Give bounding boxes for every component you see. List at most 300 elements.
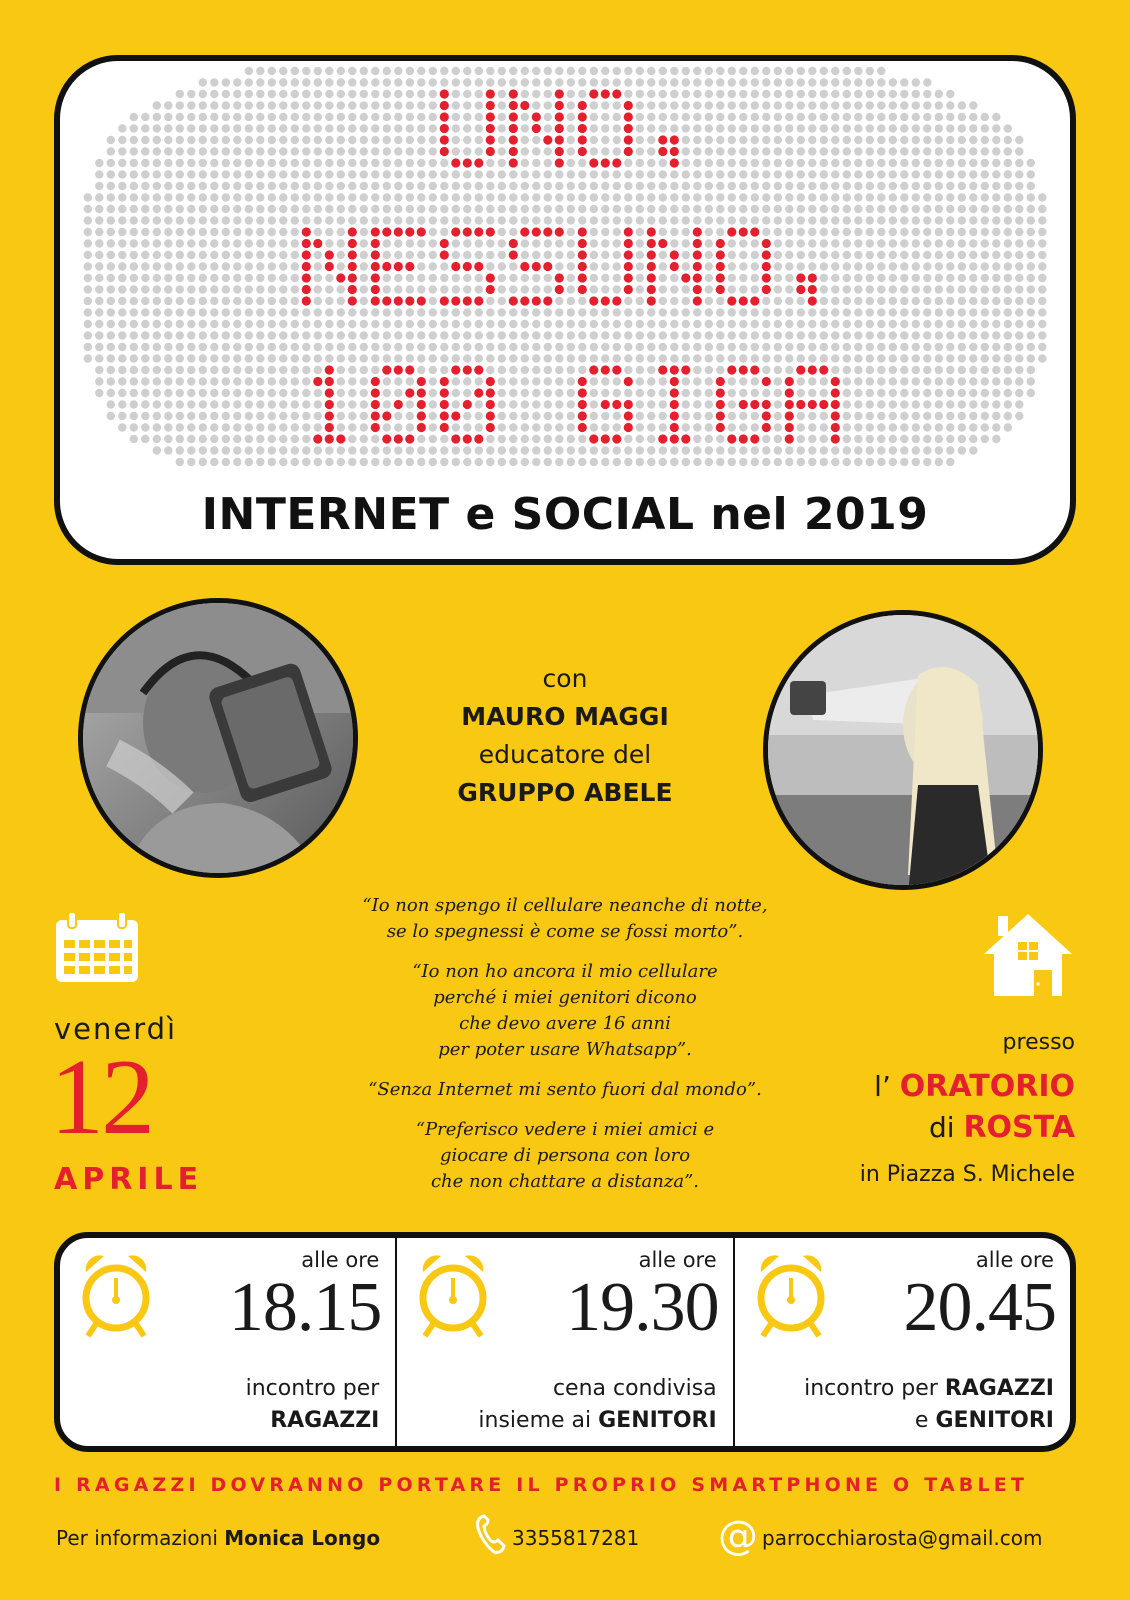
unlit-dot (647, 458, 655, 466)
unlit-dot (394, 182, 402, 190)
unlit-dot (820, 251, 828, 259)
unlit-dot (601, 377, 609, 385)
unlit-dot (406, 320, 414, 328)
footer-phone[interactable]: 3355817281 (512, 1526, 640, 1550)
unlit-dot (555, 205, 563, 213)
unlit-dot (728, 78, 736, 86)
unlit-dot (624, 90, 632, 98)
unlit-dot (544, 239, 552, 247)
lit-dot (808, 400, 817, 409)
unlit-dot (222, 412, 230, 420)
lit-dot (325, 377, 334, 386)
unlit-dot (348, 216, 356, 224)
unlit-dot (1027, 389, 1035, 397)
unlit-dot (84, 228, 92, 236)
unlit-dot (245, 274, 253, 282)
unlit-dot (854, 308, 862, 316)
unlit-dot (291, 412, 299, 420)
unlit-dot (417, 285, 425, 293)
unlit-dot (509, 67, 517, 75)
unlit-dot (498, 320, 506, 328)
unlit-dot (647, 366, 655, 374)
lit-dot (474, 262, 483, 271)
unlit-dot (337, 412, 345, 420)
unlit-dot (693, 159, 701, 167)
unlit-dot (889, 435, 897, 443)
unlit-dot (762, 297, 770, 305)
unlit-dot (348, 354, 356, 362)
unlit-dot (613, 458, 621, 466)
unlit-dot (222, 400, 230, 408)
unlit-dot (716, 101, 724, 109)
unlit-dot (417, 354, 425, 362)
unlit-dot (797, 412, 805, 420)
unlit-dot (268, 67, 276, 75)
unlit-dot (774, 170, 782, 178)
unlit-dot (808, 182, 816, 190)
lit-dot (555, 147, 564, 156)
unlit-dot (912, 366, 920, 374)
unlit-dot (360, 446, 368, 454)
unlit-dot (199, 331, 207, 339)
lit-dot (762, 400, 771, 409)
unlit-dot (268, 170, 276, 178)
unlit-dot (486, 205, 494, 213)
unlit-dot (233, 285, 241, 293)
unlit-dot (268, 90, 276, 98)
unlit-dot (774, 67, 782, 75)
unlit-dot (394, 285, 402, 293)
unlit-dot (716, 320, 724, 328)
unlit-dot (544, 147, 552, 155)
unlit-dot (578, 297, 586, 305)
unlit-dot (371, 78, 379, 86)
unlit-dot (210, 285, 218, 293)
unlit-dot (164, 377, 172, 385)
unlit-dot (95, 170, 103, 178)
unlit-dot (739, 389, 747, 397)
lit-dot (612, 434, 621, 443)
unlit-dot (693, 423, 701, 431)
unlit-dot (739, 458, 747, 466)
unlit-dot (958, 354, 966, 362)
lit-dot (670, 411, 679, 420)
unlit-dot (475, 446, 483, 454)
lit-dot (555, 227, 564, 236)
unlit-dot (900, 458, 908, 466)
unlit-dot (429, 124, 437, 132)
unlit-dot (141, 354, 149, 362)
unlit-dot (532, 366, 540, 374)
unlit-dot (371, 354, 379, 362)
lit-dot (555, 285, 564, 294)
unlit-dot (567, 297, 575, 305)
unlit-dot (751, 251, 759, 259)
unlit-dot (613, 205, 621, 213)
unlit-dot (1015, 193, 1023, 201)
unlit-dot (923, 205, 931, 213)
unlit-dot (889, 205, 897, 213)
unlit-dot (141, 193, 149, 201)
unlit-dot (245, 297, 253, 305)
unlit-dot (475, 124, 483, 132)
unlit-dot (854, 136, 862, 144)
unlit-dot (348, 308, 356, 316)
unlit-dot (1027, 228, 1035, 236)
unlit-dot (118, 193, 126, 201)
unlit-dot (210, 159, 218, 167)
unlit-dot (348, 67, 356, 75)
unlit-dot (429, 182, 437, 190)
unlit-dot (199, 113, 207, 121)
unlit-dot (406, 90, 414, 98)
lit-dot (785, 400, 794, 409)
unlit-dot (636, 159, 644, 167)
unlit-dot (337, 124, 345, 132)
unlit-dot (532, 170, 540, 178)
unlit-dot (544, 113, 552, 121)
lit-dot (417, 400, 426, 409)
unlit-dot (417, 251, 425, 259)
unlit-dot (590, 354, 598, 362)
unlit-dot (210, 216, 218, 224)
unlit-dot (440, 435, 448, 443)
unlit-dot (302, 320, 310, 328)
unlit-dot (567, 228, 575, 236)
unlit-dot (233, 343, 241, 351)
unlit-dot (728, 216, 736, 224)
unlit-dot (728, 423, 736, 431)
unlit-dot (636, 216, 644, 224)
unlit-dot (475, 354, 483, 362)
unlit-dot (233, 366, 241, 374)
unlit-dot (279, 193, 287, 201)
unlit-dot (95, 193, 103, 201)
unlit-dot (1004, 412, 1012, 420)
unlit-dot (670, 193, 678, 201)
unlit-dot (682, 147, 690, 155)
unlit-dot (406, 78, 414, 86)
unlit-dot (705, 170, 713, 178)
unlit-dot (475, 136, 483, 144)
unlit-dot (268, 78, 276, 86)
unlit-dot (601, 101, 609, 109)
unlit-dot (141, 239, 149, 247)
unlit-dot (808, 343, 816, 351)
unlit-dot (463, 320, 471, 328)
unlit-dot (601, 262, 609, 270)
unlit-dot (590, 205, 598, 213)
unlit-dot (647, 400, 655, 408)
unlit-dot (118, 228, 126, 236)
unlit-dot (199, 389, 207, 397)
unlit-dot (1004, 228, 1012, 236)
unlit-dot (233, 308, 241, 316)
unlit-dot (820, 170, 828, 178)
unlit-dot (992, 320, 1000, 328)
unlit-dot (325, 285, 333, 293)
led-dot-matrix-title (60, 61, 1070, 481)
unlit-dot (774, 101, 782, 109)
unlit-dot (728, 147, 736, 155)
unlit-dot (498, 205, 506, 213)
unlit-dot (969, 343, 977, 351)
unlit-dot (613, 251, 621, 259)
unlit-dot (164, 297, 172, 305)
unlit-dot (360, 320, 368, 328)
unlit-dot (751, 193, 759, 201)
unlit-dot (210, 90, 218, 98)
unlit-dot (1038, 308, 1046, 316)
unlit-dot (555, 423, 563, 431)
unlit-dot (107, 343, 115, 351)
unlit-dot (866, 412, 874, 420)
unlit-dot (912, 423, 920, 431)
unlit-dot (739, 239, 747, 247)
unlit-dot (981, 423, 989, 431)
lit-dot (371, 262, 380, 271)
unlit-dot (889, 113, 897, 121)
unlit-dot (716, 446, 724, 454)
lit-dot (670, 365, 679, 374)
unlit-dot (452, 251, 460, 259)
unlit-dot (843, 124, 851, 132)
lit-dot (796, 285, 805, 294)
unlit-dot (383, 377, 391, 385)
unlit-dot (268, 308, 276, 316)
unlit-dot (279, 90, 287, 98)
unlit-dot (555, 458, 563, 466)
unlit-dot (946, 400, 954, 408)
unlit-dot (1004, 216, 1012, 224)
unlit-dot (992, 159, 1000, 167)
unlit-dot (923, 90, 931, 98)
footer-email[interactable]: parrocchiarosta@gmail.com (762, 1526, 1043, 1550)
unlit-dot (636, 251, 644, 259)
unlit-dot (130, 205, 138, 213)
schedule-desc-line-1: cena condivisa (552, 1376, 717, 1401)
unlit-dot (900, 412, 908, 420)
unlit-dot (1004, 400, 1012, 408)
unlit-dot (509, 170, 517, 178)
unlit-dot (429, 446, 437, 454)
unlit-dot (808, 308, 816, 316)
unlit-dot (751, 90, 759, 98)
unlit-dot (233, 216, 241, 224)
lit-dot (750, 365, 759, 374)
unlit-dot (210, 308, 218, 316)
unlit-dot (613, 389, 621, 397)
unlit-dot (141, 124, 149, 132)
unlit-dot (199, 423, 207, 431)
unlit-dot (578, 446, 586, 454)
unlit-dot (475, 320, 483, 328)
unlit-dot (544, 193, 552, 201)
unlit-dot (498, 285, 506, 293)
unlit-dot (291, 331, 299, 339)
unlit-dot (440, 446, 448, 454)
unlit-dot (279, 251, 287, 259)
unlit-dot (463, 377, 471, 385)
unlit-dot (647, 90, 655, 98)
lit-dot (486, 423, 495, 432)
unlit-dot (256, 308, 264, 316)
unlit-dot (268, 182, 276, 190)
unlit-dot (659, 412, 667, 420)
unlit-dot (406, 251, 414, 259)
unlit-dot (417, 159, 425, 167)
schedule-box (54, 1232, 1076, 1452)
unlit-dot (486, 354, 494, 362)
unlit-dot (118, 366, 126, 374)
unlit-dot (463, 389, 471, 397)
unlit-dot (463, 239, 471, 247)
lit-dot (405, 227, 414, 236)
unlit-dot (245, 343, 253, 351)
unlit-dot (279, 366, 287, 374)
unlit-dot (923, 366, 931, 374)
unlit-dot (245, 377, 253, 385)
unlit-dot (509, 320, 517, 328)
unlit-dot (475, 343, 483, 351)
lit-dot (348, 262, 357, 271)
speaker-with: con (542, 664, 588, 693)
unlit-dot (256, 354, 264, 362)
unlit-dot (383, 331, 391, 339)
unlit-dot (452, 193, 460, 201)
unlit-dot (245, 331, 253, 339)
lit-dot (716, 388, 725, 397)
unlit-dot (291, 228, 299, 236)
unlit-dot (601, 170, 609, 178)
unlit-dot (486, 182, 494, 190)
unlit-dot (371, 113, 379, 121)
unlit-dot (187, 193, 195, 201)
unlit-dot (935, 423, 943, 431)
unlit-dot (1015, 354, 1023, 362)
unlit-dot (693, 193, 701, 201)
unlit-dot (210, 274, 218, 282)
unlit-dot (291, 239, 299, 247)
unlit-dot (831, 67, 839, 75)
unlit-dot (682, 136, 690, 144)
unlit-dot (268, 377, 276, 385)
unlit-dot (992, 193, 1000, 201)
lit-dot (831, 400, 840, 409)
footer-contact-name: Monica Longo (224, 1526, 381, 1550)
unlit-dot (578, 320, 586, 328)
quote-line: se lo spegnessi è come se fossi morto”. (386, 921, 744, 942)
unlit-dot (337, 170, 345, 178)
unlit-dot (762, 159, 770, 167)
unlit-dot (808, 78, 816, 86)
unlit-dot (774, 412, 782, 420)
unlit-dot (889, 389, 897, 397)
unlit-dot (360, 297, 368, 305)
lit-dot (509, 239, 518, 248)
unlit-dot (613, 101, 621, 109)
unlit-dot (279, 67, 287, 75)
unlit-dot (567, 239, 575, 247)
unlit-dot (95, 377, 103, 385)
unlit-dot (130, 147, 138, 155)
unlit-dot (866, 228, 874, 236)
unlit-dot (199, 159, 207, 167)
unlit-dot (670, 228, 678, 236)
unlit-dot (429, 159, 437, 167)
lit-dot (532, 227, 541, 236)
unlit-dot (797, 67, 805, 75)
unlit-dot (555, 320, 563, 328)
lit-dot (808, 273, 817, 282)
unlit-dot (544, 159, 552, 167)
unlit-dot (808, 331, 816, 339)
unlit-dot (981, 366, 989, 374)
unlit-dot (141, 170, 149, 178)
unlit-dot (797, 262, 805, 270)
unlit-dot (452, 170, 460, 178)
unlit-dot (256, 147, 264, 155)
unlit-dot (647, 67, 655, 75)
unlit-dot (95, 262, 103, 270)
unlit-dot (958, 136, 966, 144)
unlit-dot (728, 446, 736, 454)
unlit-dot (118, 124, 126, 132)
lit-dot (578, 101, 587, 110)
schedule-time: 19.30 (566, 1269, 719, 1346)
unlit-dot (912, 124, 920, 132)
unlit-dot (659, 101, 667, 109)
unlit-dot (774, 458, 782, 466)
unlit-dot (923, 435, 931, 443)
unlit-dot (693, 400, 701, 408)
unlit-dot (268, 297, 276, 305)
unlit-dot (130, 435, 138, 443)
unlit-dot (394, 446, 402, 454)
unlit-dot (360, 308, 368, 316)
unlit-dot (912, 400, 920, 408)
unlit-dot (199, 251, 207, 259)
unlit-dot (808, 377, 816, 385)
unlit-dot (992, 285, 1000, 293)
unlit-dot (337, 147, 345, 155)
unlit-dot (866, 262, 874, 270)
unlit-dot (509, 274, 517, 282)
unlit-dot (187, 182, 195, 190)
unlit-dot (820, 308, 828, 316)
unlit-dot (509, 354, 517, 362)
unlit-dot (728, 354, 736, 362)
unlit-dot (532, 389, 540, 397)
unlit-dot (877, 285, 885, 293)
unlit-dot (923, 78, 931, 86)
unlit-dot (406, 377, 414, 385)
unlit-dot (636, 78, 644, 86)
unlit-dot (498, 159, 506, 167)
unlit-dot (762, 343, 770, 351)
unlit-dot (670, 285, 678, 293)
unlit-dot (348, 90, 356, 98)
unlit-dot (210, 228, 218, 236)
unlit-dot (854, 366, 862, 374)
unlit-dot (785, 78, 793, 86)
unlit-dot (762, 90, 770, 98)
unlit-dot (486, 216, 494, 224)
unlit-dot (256, 124, 264, 132)
unlit-dot (440, 182, 448, 190)
lit-dot (417, 411, 426, 420)
unlit-dot (256, 262, 264, 270)
